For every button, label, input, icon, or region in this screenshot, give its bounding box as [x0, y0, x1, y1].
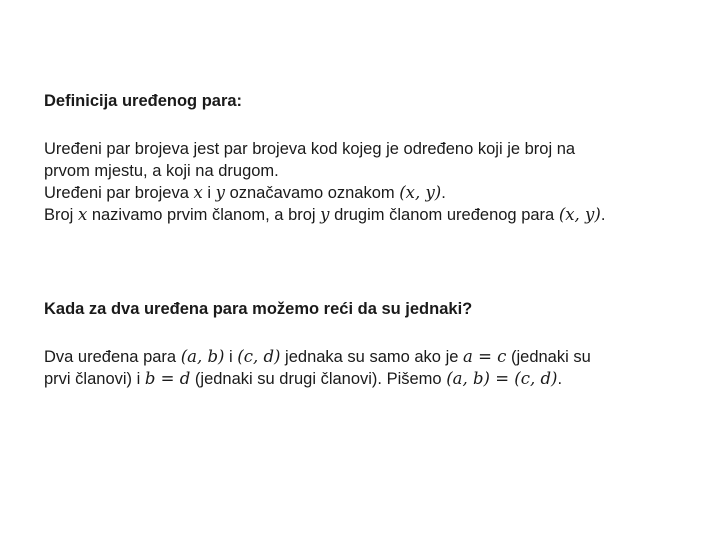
- text-segment: .: [557, 370, 563, 388]
- equality-line-2: [44, 368, 684, 390]
- text-segment: i: [224, 348, 238, 366]
- text-segment: (jednaki su: [506, 348, 591, 366]
- definition-line-4: [44, 204, 684, 226]
- math-pair-xy: (x, y): [399, 183, 442, 202]
- math-y: y: [215, 183, 225, 202]
- text-segment: jednaka su samo ako je: [280, 348, 463, 366]
- equality-line-1: [44, 346, 684, 368]
- math-eq-bd: b = d: [144, 369, 191, 388]
- text-segment: drugim članom uređenog para: [329, 206, 559, 224]
- definition-line-2: prvom mjestu, a koji na drugom.: [44, 162, 279, 180]
- math-y: y: [320, 205, 330, 224]
- spacer: [44, 112, 684, 138]
- math-pair-xy: (x, y): [558, 205, 601, 224]
- text-segment: Dva uređena para: [44, 348, 181, 366]
- text-segment: nazivamo prvim članom, a broj: [87, 206, 321, 224]
- definition-heading: Definicija uređenog para:: [44, 92, 243, 110]
- equality-heading: Kada za dva uređena para možemo reći da su jednaki?: [44, 300, 473, 318]
- definition-line-1: Uređeni par brojeva jest par brojeva kod kojeg je određeno koji je broj na: [44, 140, 576, 158]
- text-segment: označavamo oznakom: [224, 184, 400, 202]
- equality-section: [44, 298, 684, 390]
- definition-line-3: [44, 182, 684, 204]
- math-x: x: [193, 183, 203, 202]
- text-segment: .: [600, 206, 606, 224]
- text-segment: Uređeni par brojeva: [44, 184, 194, 202]
- definition-section: [44, 90, 684, 226]
- text-segment: (jednaki su drugi članovi). Pišemo: [190, 370, 447, 388]
- text-segment: .: [441, 184, 446, 202]
- text-segment: i: [202, 184, 216, 202]
- math-x: x: [77, 205, 88, 224]
- text-segment: prvi članovi) i: [44, 370, 145, 388]
- math-eq-ac: a = c: [463, 347, 507, 366]
- math-pair-ab: (a, b): [180, 347, 225, 366]
- spacer: [44, 320, 684, 346]
- text-segment: Broj: [44, 206, 78, 224]
- math-pair-cd: (c, d): [237, 347, 281, 366]
- math-pairs-equal: (a, b) = (c, d): [446, 369, 558, 388]
